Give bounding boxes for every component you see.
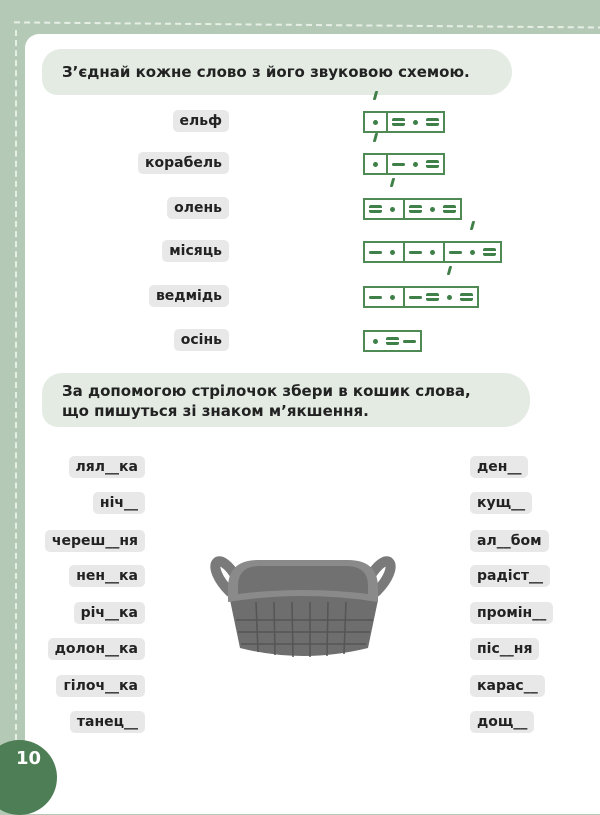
sound-symbol: [367, 288, 384, 306]
task2-instruction-line1: За допомогою стрілочок збери в кошик слова,: [62, 382, 471, 400]
hard-consonant-dash-icon: [403, 340, 416, 343]
word-card[interactable]: місяць: [162, 240, 229, 262]
sound-symbol: [441, 288, 458, 306]
syllable: [365, 332, 420, 350]
hard-consonant-dash-icon: [449, 251, 462, 254]
vowel-dot-icon: [373, 339, 378, 344]
syllable: [365, 288, 403, 306]
soft-consonant-double-dash-icon: [426, 118, 439, 126]
word-card[interactable]: нен__ка: [69, 565, 145, 587]
sound-symbol: [424, 155, 441, 173]
soft-consonant-double-dash-icon: [460, 293, 473, 301]
word-card[interactable]: карас__: [470, 675, 545, 697]
basket-image: [208, 540, 398, 660]
soft-consonant-double-dash-icon: [483, 248, 496, 256]
hard-consonant-dash-icon: [392, 163, 405, 166]
soft-consonant-double-dash-icon: [426, 160, 439, 168]
task2-instruction-line2: що пишуться зі знаком м’якшення.: [62, 402, 369, 420]
word-card[interactable]: річ__ка: [74, 602, 145, 624]
sound-symbol: [367, 243, 384, 261]
task2-instruction: [42, 373, 530, 427]
sound-symbol: [447, 243, 464, 261]
syllable: [365, 200, 403, 218]
sound-symbol: [367, 332, 384, 350]
sound-symbol: [401, 332, 418, 350]
soft-consonant-double-dash-icon: [392, 118, 405, 126]
sound-symbol: [407, 200, 424, 218]
word-card[interactable]: осінь: [174, 329, 229, 351]
sound-symbol: [458, 288, 475, 306]
frame-dashed-line: [15, 30, 17, 760]
vowel-dot-icon: [430, 207, 435, 212]
sound-symbol: [407, 155, 424, 173]
sound-scheme[interactable]: [363, 198, 462, 220]
sound-symbol: [384, 200, 401, 218]
sound-symbol: [424, 288, 441, 306]
hard-consonant-dash-icon: [369, 296, 382, 299]
vowel-dot-icon: [413, 120, 418, 125]
word-card[interactable]: ельф: [173, 110, 230, 132]
word-card[interactable]: промін__: [470, 602, 553, 624]
syllable: [403, 200, 460, 218]
word-card[interactable]: корабель: [138, 152, 229, 174]
vowel-dot-icon: [373, 120, 378, 125]
sound-symbol: [441, 200, 458, 218]
word-card[interactable]: череш__ня: [45, 530, 145, 552]
hard-consonant-dash-icon: [409, 296, 422, 299]
sound-scheme[interactable]: [363, 153, 445, 175]
word-card[interactable]: дощ__: [470, 711, 534, 733]
vowel-dot-icon: [430, 250, 435, 255]
vowel-dot-icon: [390, 250, 395, 255]
soft-consonant-double-dash-icon: [409, 205, 422, 213]
syllable: [386, 113, 443, 131]
soft-consonant-double-dash-icon: [443, 205, 456, 213]
word-card[interactable]: танец__: [70, 711, 145, 733]
word-card[interactable]: ал__бом: [470, 530, 549, 552]
frame-dashed-line: [14, 21, 600, 28]
sound-symbol: [367, 113, 384, 131]
sound-symbol: [481, 243, 498, 261]
word-card[interactable]: піс__ня: [470, 638, 539, 660]
sound-scheme[interactable]: [363, 330, 422, 352]
word-card[interactable]: долон__ка: [48, 638, 145, 660]
word-card[interactable]: олень: [167, 197, 229, 219]
syllable: [365, 113, 386, 131]
hard-consonant-dash-icon: [409, 251, 422, 254]
word-card[interactable]: радіст__: [470, 565, 550, 587]
sound-symbol: [367, 155, 384, 173]
vowel-dot-icon: [373, 162, 378, 167]
syllable: [403, 288, 477, 306]
sound-symbol: [384, 332, 401, 350]
syllable: [443, 243, 500, 261]
syllable: [386, 155, 443, 173]
sound-symbol: [367, 200, 384, 218]
sound-scheme[interactable]: [363, 286, 479, 308]
word-card[interactable]: ведмідь: [149, 285, 229, 307]
soft-consonant-double-dash-icon: [426, 293, 439, 301]
word-card[interactable]: ніч__: [93, 492, 145, 514]
word-card[interactable]: гілоч__ка: [56, 675, 145, 697]
sound-symbol: [407, 288, 424, 306]
word-card[interactable]: ден__: [470, 456, 528, 478]
syllable: [365, 155, 386, 173]
soft-consonant-double-dash-icon: [369, 205, 382, 213]
sound-symbol: [384, 288, 401, 306]
word-card[interactable]: лял__ка: [69, 456, 145, 478]
sound-scheme[interactable]: [363, 241, 502, 263]
sound-symbol: [424, 200, 441, 218]
sound-symbol: [390, 155, 407, 173]
sound-symbol: [407, 243, 424, 261]
vowel-dot-icon: [470, 250, 475, 255]
task1-instruction: З’єднай кожне слово з його звуковою схемою.: [42, 49, 512, 95]
page-number: 10: [16, 748, 42, 769]
vowel-dot-icon: [390, 295, 395, 300]
sound-symbol: [464, 243, 481, 261]
syllable: [365, 243, 403, 261]
sound-symbol: [390, 113, 407, 131]
sound-symbol: [407, 113, 424, 131]
vowel-dot-icon: [390, 207, 395, 212]
soft-consonant-double-dash-icon: [386, 337, 399, 345]
sound-symbol: [384, 243, 401, 261]
syllable: [403, 243, 443, 261]
vowel-dot-icon: [413, 162, 418, 167]
sound-symbol: [424, 113, 441, 131]
hard-consonant-dash-icon: [369, 251, 382, 254]
sound-symbol: [424, 243, 441, 261]
word-card[interactable]: кущ__: [470, 492, 532, 514]
sound-scheme[interactable]: [363, 111, 445, 133]
vowel-dot-icon: [447, 295, 452, 300]
